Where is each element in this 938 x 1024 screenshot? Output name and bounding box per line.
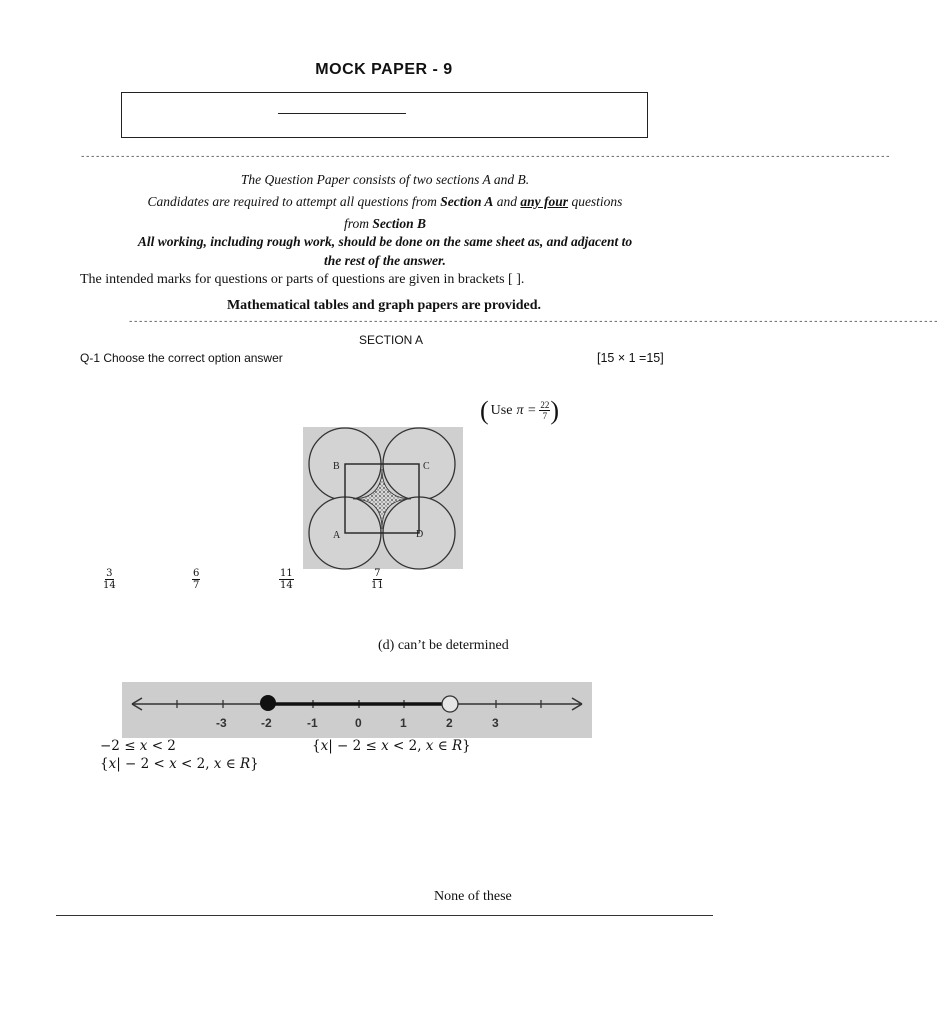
name-underline [278, 113, 406, 114]
option-inequality-b: {𝑥| − 2 ≤ 𝑥 < 2, 𝑥 ∈ 𝑅} [312, 738, 471, 754]
instruction-tables: Mathematical tables and graph papers are provided. [226, 298, 542, 313]
label-c: C [423, 461, 430, 472]
option-none-of-these: None of these [434, 889, 512, 904]
instruction-attempt: Candidates are required to attempt all questions from Section A and any four questions [147, 194, 623, 209]
instruction-working: All working, including rough work, should be done on the same sheet as, and adjacent to [137, 234, 633, 249]
open-point-2 [442, 696, 458, 712]
four-circles-figure [303, 427, 463, 569]
option-fraction-1: $\frac{3}{14}$ [103, 568, 116, 591]
option-fraction-3: $\frac{11}{14}$ [280, 568, 293, 591]
pi-note: ( Use π = $\frac{22}{7}$ ) [480, 395, 560, 425]
option-inequality-c: {𝑥| − 2 < 𝑥 < 2, 𝑥 ∈ 𝑅} [100, 756, 259, 772]
paper-title: MOCK PAPER - 9 [315, 61, 453, 78]
tick-label-minus-1: -1 [307, 716, 318, 730]
number-line-figure [122, 682, 592, 738]
tick-label-2: 2 [446, 716, 453, 730]
tick-label-3: 3 [492, 716, 499, 730]
option-inequality-a: −2 ≤ 𝑥 < 2 [100, 738, 176, 754]
label-a: A [333, 530, 341, 541]
instruction-working-cont: the rest of the answer. [324, 253, 446, 268]
name-box [121, 92, 648, 138]
section-heading: SECTION A [358, 333, 423, 347]
bottom-rule [56, 915, 713, 916]
label-b: B [333, 461, 340, 472]
tick-label-0: 0 [355, 716, 362, 730]
option-fraction-2: $\frac{6}{7}$ [193, 568, 200, 591]
separator-top: ------------------------------------------------------------------------------------------------------------------------------------------------------------------ [80, 152, 891, 162]
instruction-sections: The Question Paper consists of two sections A and B. [240, 172, 530, 187]
tick-label-1: 1 [400, 716, 407, 730]
instruction-attempt-cont: from Section B [343, 216, 427, 231]
instruction-marks: The intended marks for questions or parts of questions are given in brackets [ ]. [80, 272, 525, 287]
option-d-text: (d) can’t be determined [378, 638, 509, 653]
question-1-label: Q-1 Choose the correct option answer [80, 351, 283, 365]
closed-point-minus-2 [260, 695, 276, 711]
option-fraction-4: $\frac{7}{11}$ [371, 568, 384, 591]
label-d: D [416, 529, 424, 540]
separator-section: ------------------------------------------------------------------------------------------------------------------------------------------------------------------ [128, 317, 938, 327]
tick-label-minus-2: -2 [261, 716, 272, 730]
tick-label-minus-3: -3 [216, 716, 227, 730]
question-1-marks: [15 × 1 =15] [597, 351, 664, 365]
